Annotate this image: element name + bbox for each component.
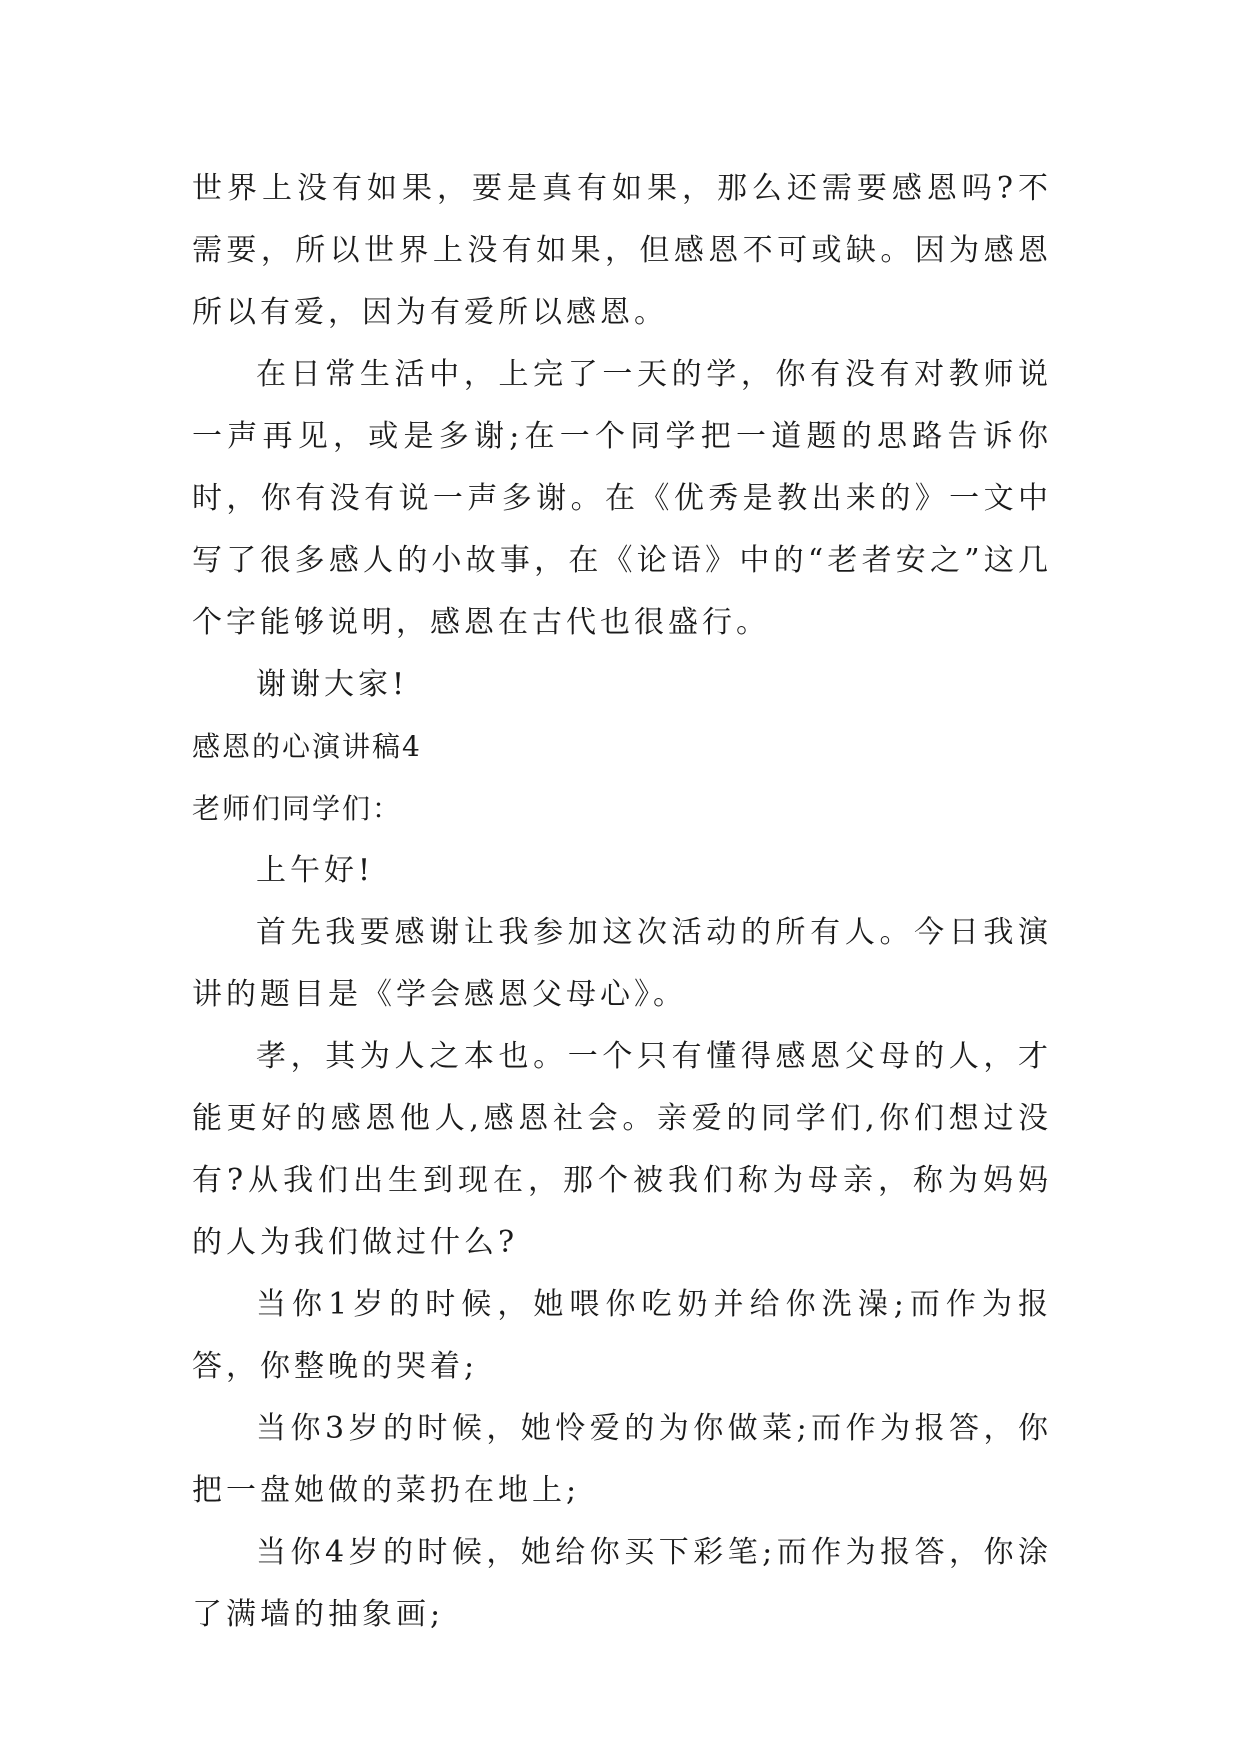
paragraph-age-1: 当你1岁的时候，她喂你吃奶并给你洗澡;而作为报答，你整晚的哭着; xyxy=(192,1287,1052,1384)
document-page xyxy=(192,158,1052,1646)
paragraph-1: 世界上没有如果，要是真有如果，那么还需要感恩吗?不需要，所以世界上没有如果，但感恩不可或缺。因为感恩所以有爱，因为有爱所以感恩。 xyxy=(192,171,1052,330)
paragraph-age-3: 当你3岁的时候，她怜爱的为你做菜;而作为报答，你把一盘她做的菜扔在地上; xyxy=(192,1411,1052,1508)
paragraph-age-4: 当你4岁的时候，她给你买下彩笔;而作为报答，你涂了满墙的抽象画; xyxy=(192,1535,1052,1632)
salutation: 老师们同学们： xyxy=(192,792,403,825)
paragraph-2: 在日常生活中，上完了一天的学，你有没有对教师说一声再见，或是多谢;在一个同学把一道题的思路告诉你时，你有没有说一声多谢。在《优秀是教出来的》一文中写了很多感人的小故事，在《论语》中的“老者安之”这几个字能够说明，感恩在古代也很盛行。 xyxy=(192,357,1052,640)
greeting: 上午好! xyxy=(256,853,375,888)
closing-thanks: 谢谢大家! xyxy=(256,667,409,702)
paragraph-intro: 首先我要感谢让我参加这次活动的所有人。今日我演讲的题目是《学会感恩父母心》。 xyxy=(192,915,1052,1012)
section-title: 感恩的心演讲稿4 xyxy=(192,730,422,763)
paragraph-filial: 孝，其为人之本也。一个只有懂得感恩父母的人，才能更好的感恩他人,感恩社会。亲爱的同学们,你们想过没有?从我们出生到现在，那个被我们称为母亲，称为妈妈的人为我们做过什么? xyxy=(192,1039,1052,1260)
